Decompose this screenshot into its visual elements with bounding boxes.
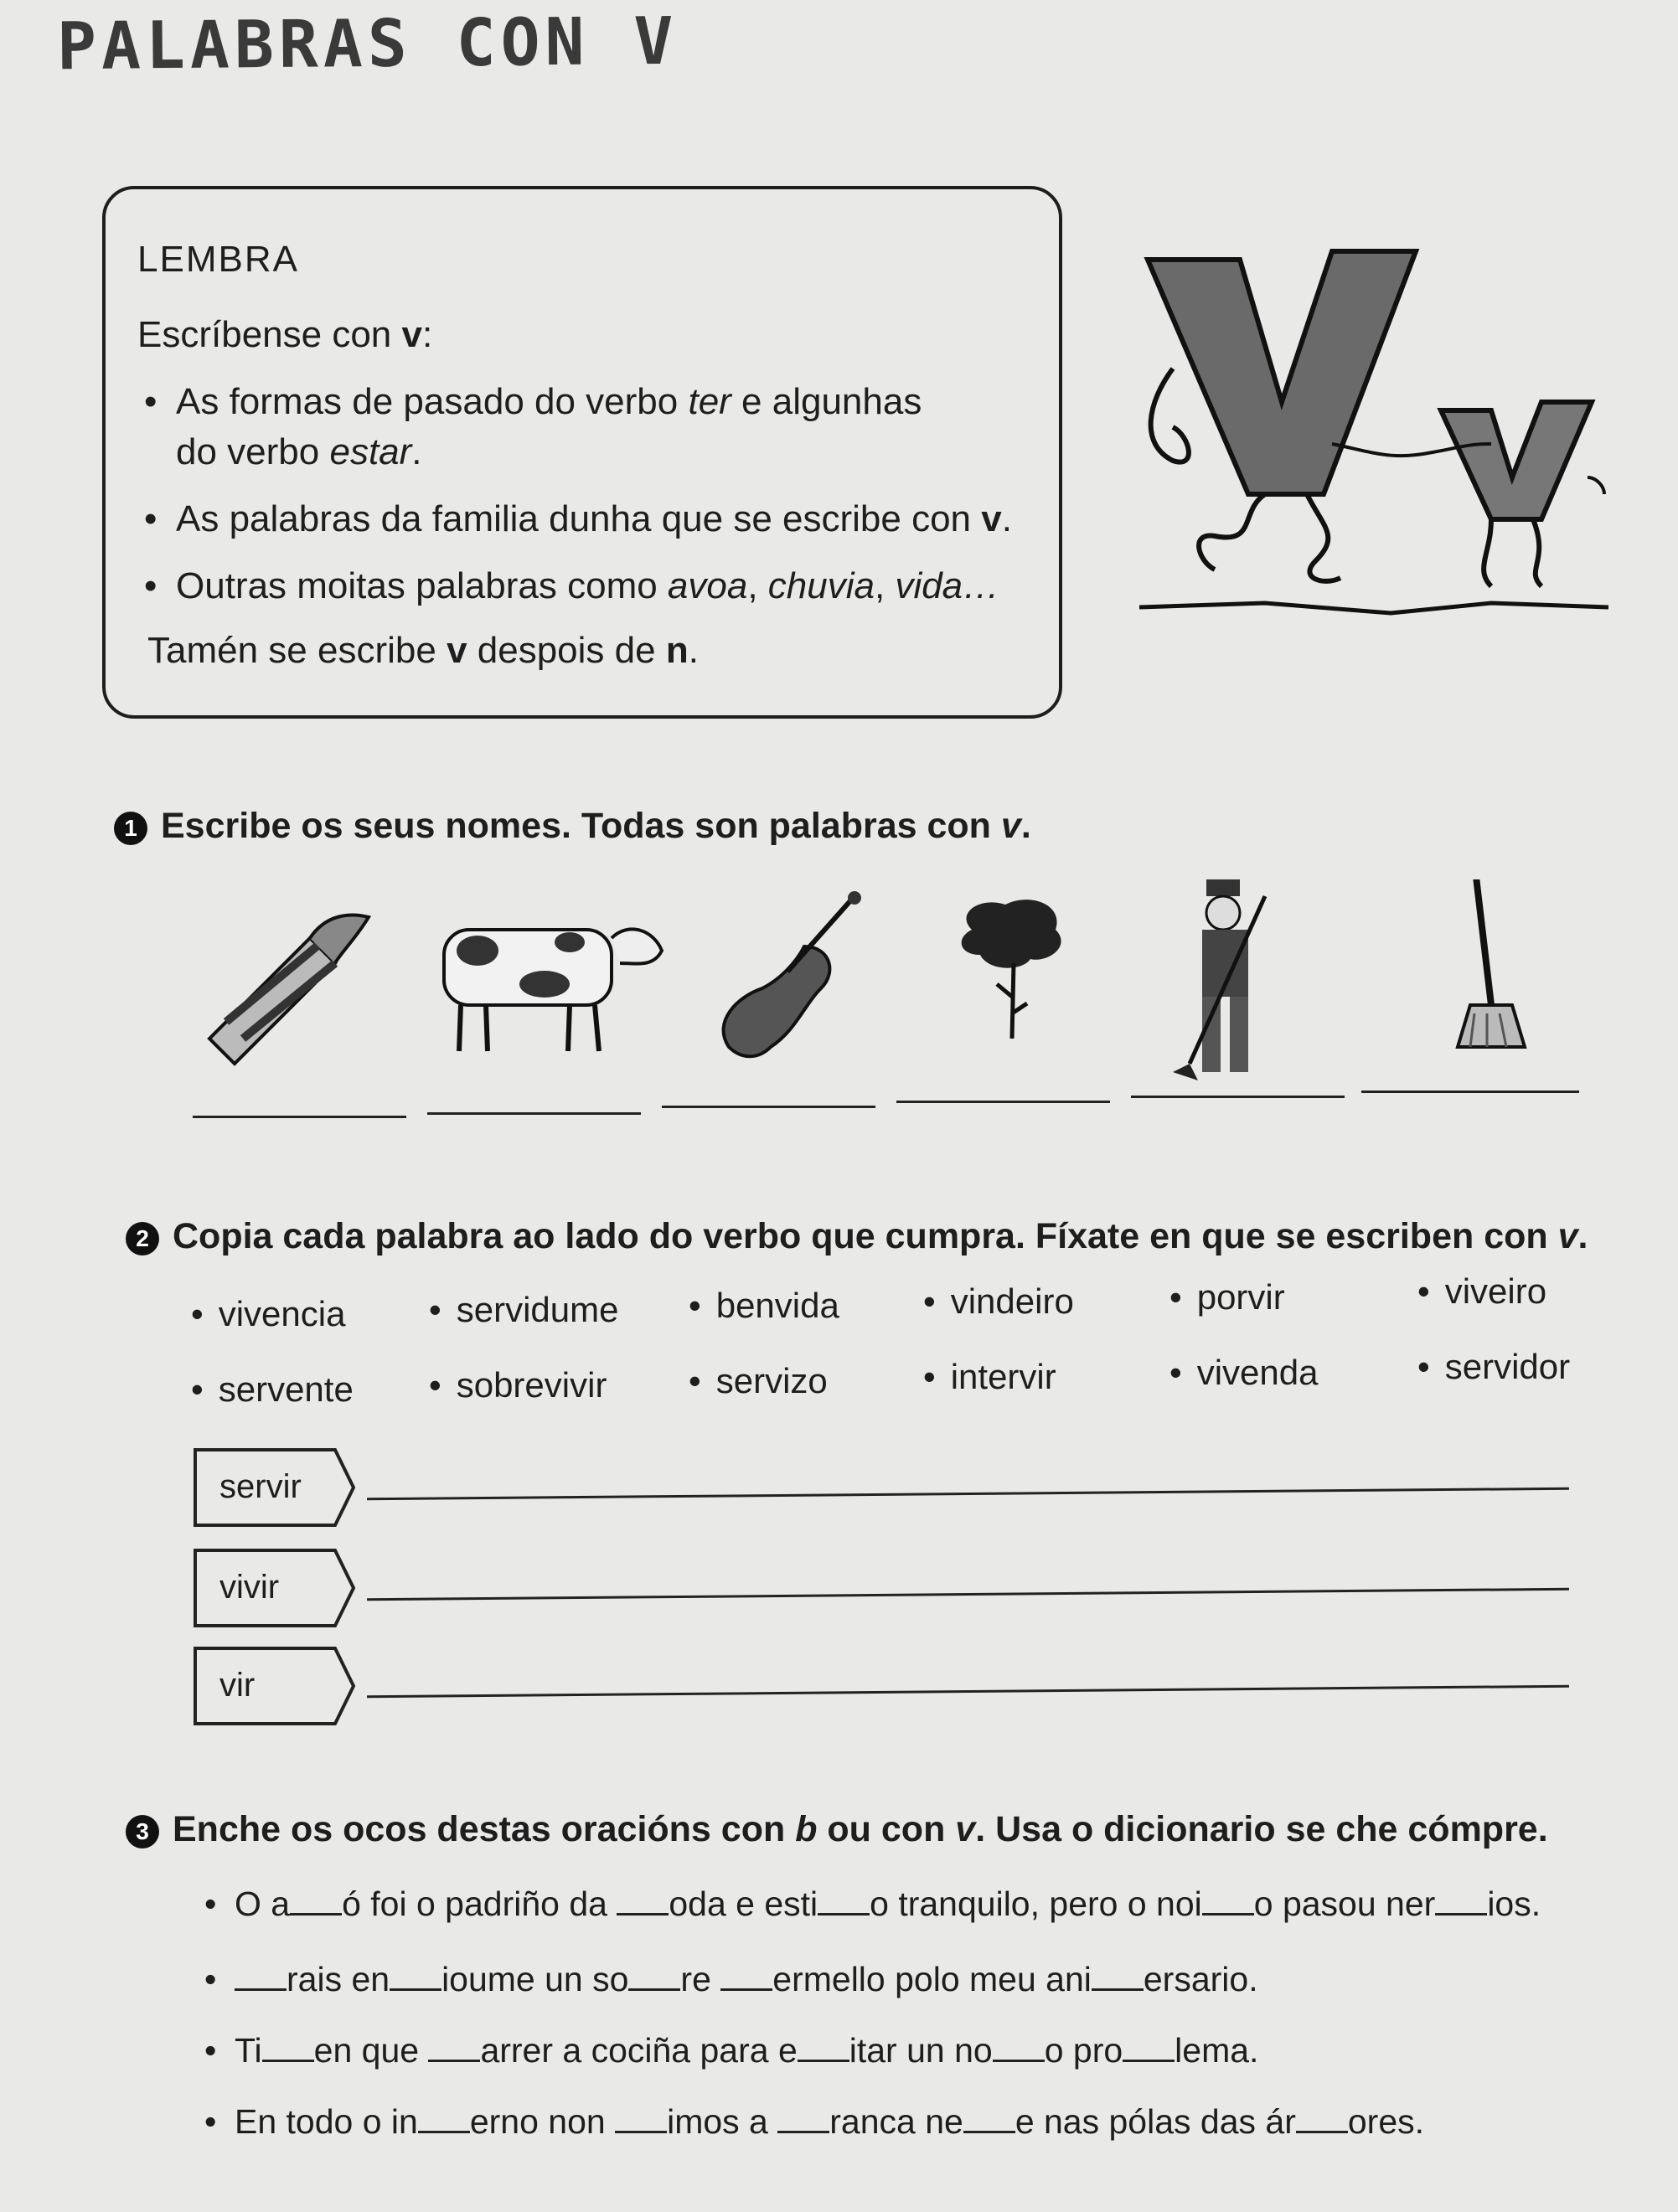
word-item: • viveiro: [1417, 1271, 1547, 1311]
reminder-footer: Tamén se escribe v despois de n.: [147, 630, 699, 671]
reminder-bullet-1: • As formas de pasado do verbo ter e algunhas do verbo estar.: [144, 381, 922, 472]
gap-blank[interactable]: [1092, 1960, 1144, 1991]
letters-v-illustration: [1139, 235, 1608, 637]
word-item: • benvida: [689, 1286, 839, 1325]
tree-icon: [962, 900, 1061, 1039]
gap-blank[interactable]: [617, 1885, 669, 1916]
exercise-2-instruction: 2 Copia cada palabra ao lado do verbo que cumpra. Fíxate en que se escriben con v.: [126, 1216, 1588, 1257]
answer-line-vir[interactable]: [367, 1685, 1569, 1699]
sentence-1: • O a ó foi o padriño da oda e esti o tranquilo, pero o noi o pasou ner ios.: [204, 1885, 1541, 1923]
word-item: • servente: [191, 1369, 354, 1409]
gap-blank[interactable]: [1123, 2031, 1175, 2062]
sweeper-icon: [1173, 879, 1265, 1080]
word-item: • sobrevivir: [429, 1365, 607, 1405]
answer-line-6[interactable]: [1361, 1091, 1579, 1093]
answer-line-servir[interactable]: [367, 1488, 1569, 1501]
gap-blank[interactable]: [428, 2031, 480, 2062]
cow-icon: [444, 929, 662, 1051]
word-item: • servizo: [689, 1361, 828, 1400]
gap-blank[interactable]: [290, 1885, 342, 1916]
small-v-icon: [1441, 402, 1592, 519]
sentence-2: • rais en ioume un so re ermello polo meu ani ersario.: [204, 1960, 1258, 1998]
gap-blank[interactable]: [720, 1960, 772, 1991]
reminder-heading: LEMBRA: [137, 239, 299, 280]
small-v-legs-icon: [1484, 519, 1541, 586]
page-title: PALABRAS CON V: [56, 3, 679, 85]
big-v-legs-icon: [1199, 494, 1340, 581]
verb-label-vivir: vivir: [219, 1569, 280, 1606]
tie-icon: [209, 915, 369, 1064]
word-item: • vivenda: [1169, 1353, 1319, 1392]
gap-blank[interactable]: [798, 2031, 849, 2062]
sentence-3: • Ti en que arrer a cociña para e itar un no o pro lema.: [204, 2031, 1259, 2070]
exercise-1-instruction: 1 Escribe os seus nomes. Todas son palabras con v.: [114, 806, 1031, 847]
word-item: • vindeiro: [923, 1281, 1074, 1321]
gap-blank[interactable]: [418, 2102, 470, 2133]
violin-icon: [724, 891, 861, 1056]
exercise-3-instruction: 3 Enche os ocos destas oracións con b ou con v. Usa o dicionario se che cómpre.: [126, 1809, 1548, 1850]
broom-icon: [1458, 879, 1525, 1047]
reminder-intro: Escríbense con v:: [137, 314, 433, 355]
sentence-4: • En todo o in erno non imos a ranca ne e nas pólas das ár ores.: [204, 2102, 1425, 2141]
ground-icon: [1139, 603, 1608, 613]
gap-blank[interactable]: [262, 2031, 314, 2062]
gap-blank[interactable]: [1435, 1885, 1487, 1916]
word-item: • servidume: [429, 1290, 619, 1329]
gap-blank[interactable]: [628, 1960, 680, 1991]
gap-blank[interactable]: [1202, 1885, 1254, 1916]
word-item: • intervir: [923, 1357, 1056, 1396]
answer-line-4[interactable]: [896, 1101, 1110, 1103]
reminder-bullet-3: • Outras moitas palabras como avoa, chuvia, vida…: [144, 565, 1000, 606]
gap-blank[interactable]: [818, 1885, 870, 1916]
reminder-bullet-2: • As palabras da familia dunha que se escribe con v.: [144, 498, 1012, 539]
gap-blank[interactable]: [390, 1960, 441, 1991]
verb-label-vir: vir: [219, 1667, 256, 1704]
answer-line-1[interactable]: [193, 1116, 406, 1118]
gap-blank[interactable]: [615, 2102, 667, 2133]
word-item: • vivencia: [191, 1294, 346, 1333]
word-item: • servidor: [1417, 1347, 1571, 1386]
gap-blank[interactable]: [777, 2102, 829, 2133]
answer-line-3[interactable]: [662, 1106, 875, 1108]
answer-line-5[interactable]: [1131, 1096, 1345, 1098]
gap-blank[interactable]: [1296, 2102, 1348, 2133]
answer-line-vivir[interactable]: [367, 1588, 1569, 1601]
verb-tag-vir: [193, 1646, 360, 1726]
gap-blank[interactable]: [235, 1960, 287, 1991]
big-v-arm-icon: [1151, 369, 1189, 462]
answer-line-2[interactable]: [427, 1112, 641, 1115]
gap-blank[interactable]: [963, 2102, 1015, 2133]
gap-blank[interactable]: [993, 2031, 1045, 2062]
verb-label-servir: servir: [219, 1468, 302, 1505]
exercise-1-pictures: [193, 879, 1533, 1080]
word-item: • porvir: [1169, 1277, 1285, 1317]
